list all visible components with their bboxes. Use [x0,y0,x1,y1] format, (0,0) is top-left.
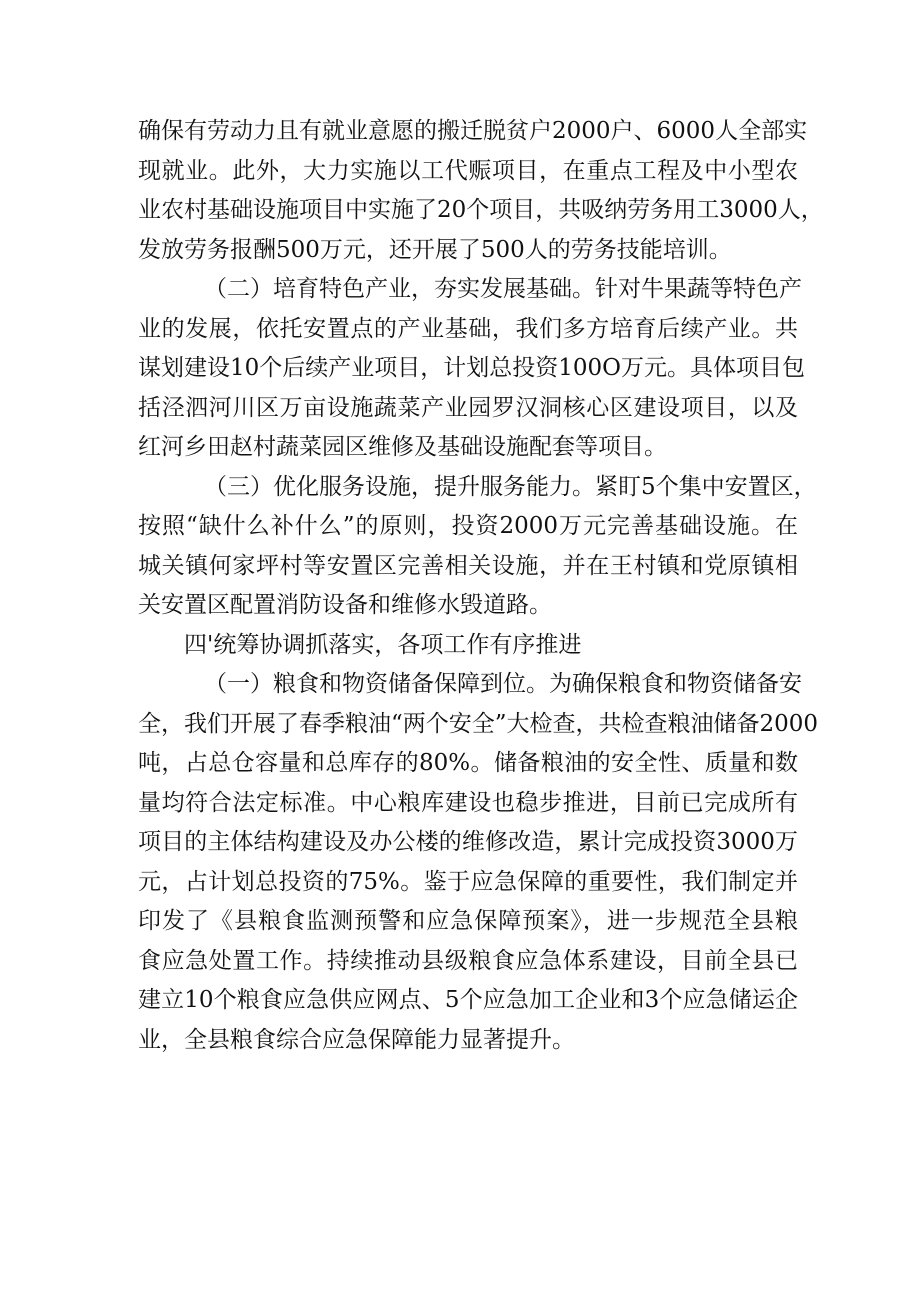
text-line: 业农村基础设施项目中实施了20个项目，共吸纳劳务用工3000人， [138,197,824,223]
text-line: 项目的主体结构建设及办公楼的维修改造，累计完成投资3000万 [138,829,798,855]
paragraph-facilities [138,468,817,626]
text-line: 城关镇何家坪村等安置区完善相关设施，并在王村镇和党原镇相 [138,552,798,579]
text-line: （二）培育特色产业，夯实发展基础。针对牛果蔬等特色产 [204,276,802,302]
paragraph-industry [138,270,806,468]
text-line: （一）粮食和物资储备保障到位。为确保粮食和物资储备安 [204,671,802,697]
paragraph-employment [138,112,824,270]
text-line: 关安置区配置消防设备和维修水毁道路。 [138,592,552,618]
paragraph-grain-reserve [138,665,819,1060]
section-heading [138,626,798,666]
text-line: 量均符合法定标准。中心粮库建设也稳步推进，目前已完成所有 [138,789,798,816]
text-line: 建立10个粮食应急供应网点、5个应急加工企业和3个应急储运企 [138,987,798,1013]
text-line: 现就业。此外，大力实施以工代赈项目，在重点工程及中小型农 [138,157,798,184]
document-body [138,112,824,1060]
text-line: 发放劳务报酬500万元，还开展了500人的劳务技能培训。 [138,236,732,263]
text-line: 全，我们开展了春季粮油“两个安全”大检查，共检查粮油储备2000 [138,710,819,737]
text-line: 印发了《县粮食监测预警和应急保障预案》，进一步规范全县粮 [138,908,798,934]
text-line: 吨，占总仓容量和总库存的80%。储备粮油的安全性、质量和数 [138,750,798,776]
text-line: 括泾泗河川区万亩设施蔬菜产业园罗汉洞核心区建设项目，以及 [138,394,798,421]
text-line: 业的发展，依托安置点的产业基础，我们多方培育后续产业。共 [138,315,798,342]
text-line: 元，占计划总投资的75%。鉴于应急保障的重要性，我们制定并 [138,868,798,895]
text-line: 红河乡田赵村蔬菜园区维修及基础设施配套等项目。 [138,434,667,460]
text-line: 谋划建设10个后续产业项目，计划总投资100O万元。具体项目包 [138,355,806,381]
text-line: 确保有劳动力且有就业意愿的搬迁脱贫户2000户、6000人全部实 [138,118,808,144]
section-heading-text: 四'统筹协调抓落实，各项工作有序推进 [184,631,582,658]
text-line: 按照“缺什么补什么”的原则，投资2000万元完善基础设施。在 [138,513,798,539]
text-line: （三）优化服务设施，提升服务能力。紧盯5个集中安置区， [204,473,817,500]
text-line: 业，全县粮食综合应急保障能力显著提升。 [138,1026,575,1053]
text-line: 食应急处置工作。持续推动县级粮食应急体系建设，目前全县已 [138,947,798,974]
